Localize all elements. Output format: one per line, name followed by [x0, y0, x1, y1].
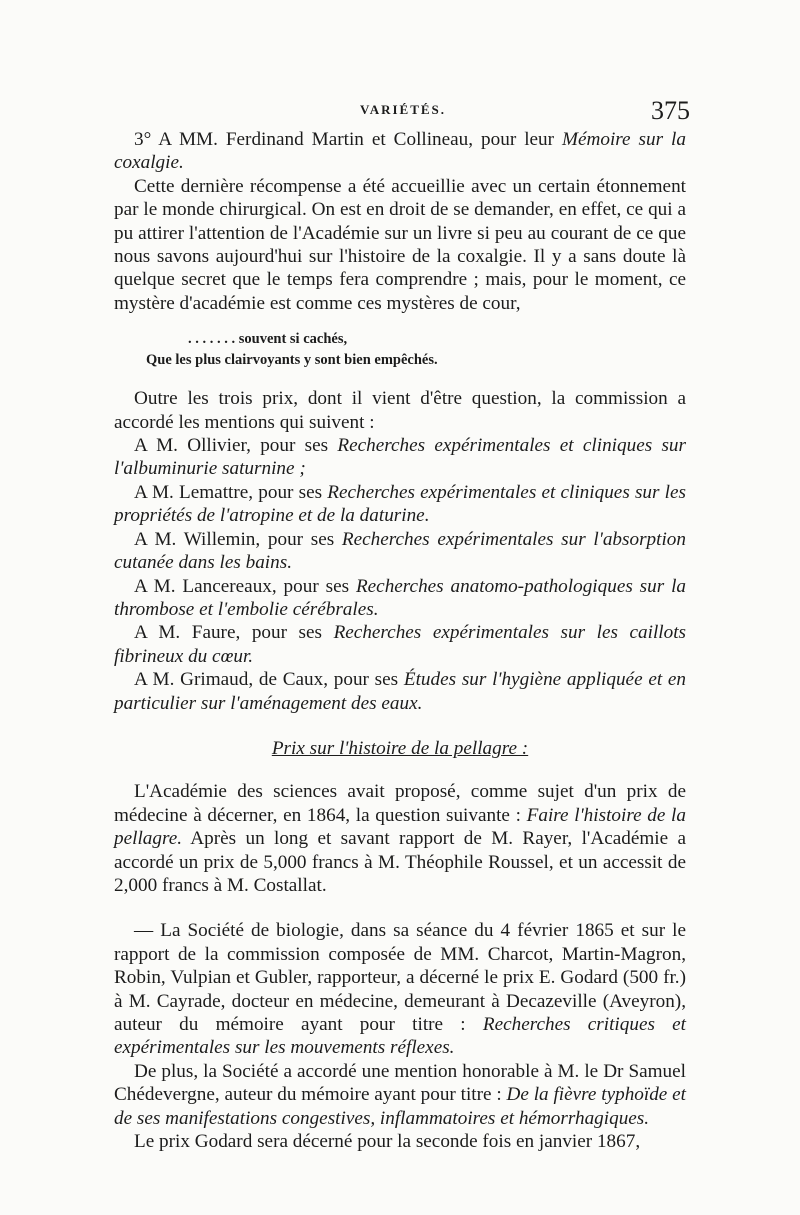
mention-willemin-title: Recherches expérimentales sur l'absorption cutanée dans les bains. — [114, 528, 686, 574]
honorable-mention-text: De plus, la Société a accordé une mention honorable à M. le Dr Samuel Chédevergne, auteur du mémoire ayant pour titre : — [114, 1060, 686, 1106]
honorable-mention-title: De la fièvre typhoïde et de ses manifestations congestives, inflammatoires et hémorrhagiques. — [114, 1084, 686, 1129]
pellagre-question: Faire l'histoire de la pellagre. — [114, 804, 686, 850]
mention-lemattre-text: A M. Lemattre, pour ses — [134, 481, 328, 503]
award-item-3-text: 3° A MM. Ferdinand Martin et Collineau, pour leur — [134, 129, 563, 150]
pellagre-paragraph — [114, 780, 686, 897]
mention-lancereaux-title: Recherches anatomo-pathologiques sur la thrombose et l'embolie cérébrales. — [114, 575, 687, 620]
mention-lemattre — [114, 481, 686, 528]
mention-ollivier-title: Recherches expérimentales et cliniques sur l'albuminurie saturnine ; — [114, 435, 686, 480]
mention-faure-title: Recherches expérimentales sur les caillots fibrineux du cœur. — [114, 622, 686, 667]
mention-faure-text: A M. Faure, pour ses — [134, 622, 334, 644]
running-head: VARIÉTÉS. — [360, 102, 447, 117]
verse-quote — [146, 329, 686, 371]
biology-society-text: — La Société de biologie, dans sa séance du 4 février 1865 et sur le rapport de la commission composée de MM. Charcot, Martin-Magron, Robin, Vulpian et Gubler, rapporteur, a décerné le prix E. Godard (500 fr.) à M. Cayrade, docteur en médecine, demeurant à Decazeville (Aveyron), auteur du mémoire ayant pour titre : — [114, 920, 686, 1035]
mentions-intro: Outre les trois prix, dont il vient d'être question, la commission a accordé les mentions qui suivent : — [114, 388, 686, 433]
mention-faure — [114, 621, 686, 668]
verse-line-2: Que les plus clairvoyants y sont bien empêchés. — [146, 352, 438, 369]
commentary-paragraph: Cette dernière récompense a été accueillie avec un certain étonnement par le monde chirurgical. On est en droit de se demander, en effet, ce qui a pu attirer l'attention de l'Académie sur un livre si peu au courant de ce que nous savons aujourd'hui sur l'histoire de la coxalgie. Il y a sans doute là quelque secret que le temps fera comprendre ; mais, pour le moment, ce mystère d'académie est comme ces mystères de cour, — [114, 175, 686, 314]
mention-lemattre-title: Recherches expérimentales et cliniques sur les propriétés de l'atropine et de la daturine. — [114, 481, 686, 527]
pellagre-text-1: L'Académie des sciences avait proposé, comme sujet d'un prix de médecine à décerner, en 1864, la question suivante : — [114, 781, 686, 826]
mention-grimaud — [114, 668, 686, 715]
mention-willemin — [114, 528, 686, 575]
honorable-mention-paragraph — [114, 1060, 686, 1130]
mention-willemin-text: A M. Willemin, pour ses — [134, 528, 342, 550]
godard-prize-paragraph: Le prix Godard sera décerné pour la seconde fois en janvier 1867, — [134, 1131, 641, 1153]
biology-society-title: Recherches critiques et expérimentales sur les mouvements réflexes. — [114, 1014, 686, 1059]
biology-society-paragraph — [114, 919, 686, 1059]
mention-lancereaux — [114, 575, 686, 622]
page-header — [360, 96, 690, 130]
mention-ollivier-text: A M. Ollivier, pour ses — [134, 435, 338, 457]
body-text — [114, 128, 686, 1153]
award-item-3 — [114, 128, 686, 175]
section-heading — [114, 737, 686, 760]
award-item-3-title: Mémoire sur la coxalgie. — [114, 129, 686, 174]
page-number: 375 — [651, 96, 690, 125]
mention-ollivier — [114, 434, 686, 481]
mention-lancereaux-text: A M. Lancereaux, pour ses — [134, 575, 356, 597]
pellagre-text-2: Après un long et savant rapport de M. Rayer, l'Académie a accordé un prix de 5,000 francs à M. Théophile Roussel, et un accessit de 2,000 francs à M. Costallat. — [114, 828, 686, 896]
mention-grimaud-title: Études sur l'hygiène appliquée et en particulier sur l'aménagement des eaux. — [114, 669, 687, 714]
mention-grimaud-text: A M. Grimaud, de Caux, pour ses — [134, 669, 404, 691]
verse-line-1: . . . . . . . souvent si cachés, — [188, 331, 348, 348]
section-heading-text: Prix sur l'histoire de la pellagre : — [271, 737, 529, 759]
